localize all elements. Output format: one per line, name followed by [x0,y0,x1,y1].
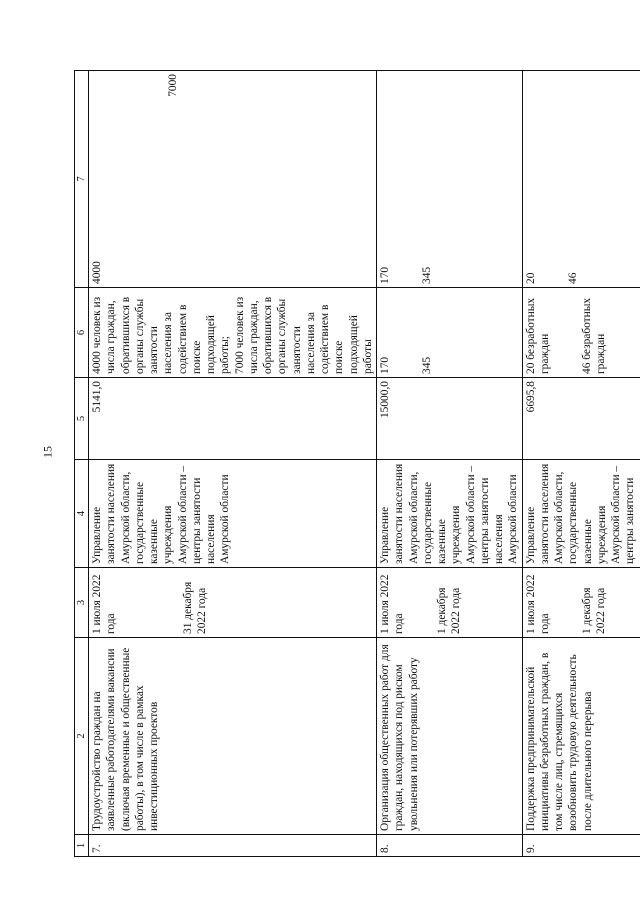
header-cell: 7 [75,71,89,288]
executor-cell: Управление занятости населения Амурской области, государственные казенные учреждения Амурской области – центры занятости населения Амурской области [89,460,377,568]
indicator-first: 20 безработных граждан [524,297,551,374]
value-second: 345 [421,266,434,284]
value-cell [89,71,377,288]
amount-cell: 5141,0 [89,378,377,460]
executor-cell: Управление занятости населения Амурской области, государственные казенные учреждения Амурской области – центры занятости населения Амурской области [377,460,523,568]
rotated-table-container [74,71,637,857]
amount-cell: 6695,8 [522,378,640,460]
header-cell: 6 [75,288,89,378]
row-number: 7. [89,835,377,857]
header-cell: 5 [75,378,89,460]
indicator-first: 4000 человек из числа граждан, обратившихся в органы службы занятости населения за содействием в поиске подходящей работы; [91,296,232,374]
date-end: 1 декабря 2022 года [435,587,462,634]
dates-cell [89,568,377,638]
activity-cell: Трудоустройство граждан на заявленные работодателями вакансии (включая временные и общественные работы), в том числе в рамках инвестиционных проектов [89,638,377,835]
header-cell: 3 [75,568,89,638]
table-row [377,71,523,857]
indicator-second: 7000 человек из числа граждан, обратившихся в органы службы занятости населения за содействием в поиске подходящей работы [233,296,374,374]
header-cell: 2 [75,638,89,835]
date-start: 1 июля 2022 года [379,574,406,634]
date-end: 31 декабря 2022 года [181,581,208,634]
indicator-cell [522,288,640,378]
value-second: 7000 [167,74,180,97]
indicator-second: 46 безработных граждан [581,297,608,374]
value-cell [522,71,640,288]
activity-cell: Организация общественных работ для граждан, находящихся под риском увольнения или потерявших работу [377,638,523,835]
value-second: 46 [566,272,579,284]
dates-cell [377,568,523,638]
value-first: 20 [524,272,537,284]
row-number: 8. [377,835,523,857]
date-start: 1 июля 2022 года [91,574,118,634]
indicator-second: 345 [421,356,434,374]
measures-table [74,70,640,857]
date-start: 1 июля 2022 года [524,574,551,634]
indicator-cell [377,288,523,378]
table-row [89,71,377,857]
row-number: 9. [522,835,640,857]
value-cell [377,71,523,288]
header-cell: 1 [75,835,89,857]
date-end: 1 декабря 2022 года [581,587,608,634]
amount-cell: 15000,0 [377,378,523,460]
indicator-first: 170 [379,356,392,374]
header-row [75,71,89,857]
table-row [522,71,640,857]
value-first: 170 [379,266,392,284]
indicator-cell [89,288,377,378]
header-cell: 4 [75,460,89,568]
value-first: 4000 [91,261,104,284]
dates-cell [522,568,640,638]
activity-cell: Поддержка предпринимательской инициативы безработных граждан, в том числе лиц, стремящихся возобновить трудовую деятельность после длительного перерыва [522,638,640,835]
executor-cell: Управление занятости населения Амурской области, государственные казенные учреждения Амурской области – центры занятости [522,460,640,568]
page-number: 15 [40,446,55,458]
